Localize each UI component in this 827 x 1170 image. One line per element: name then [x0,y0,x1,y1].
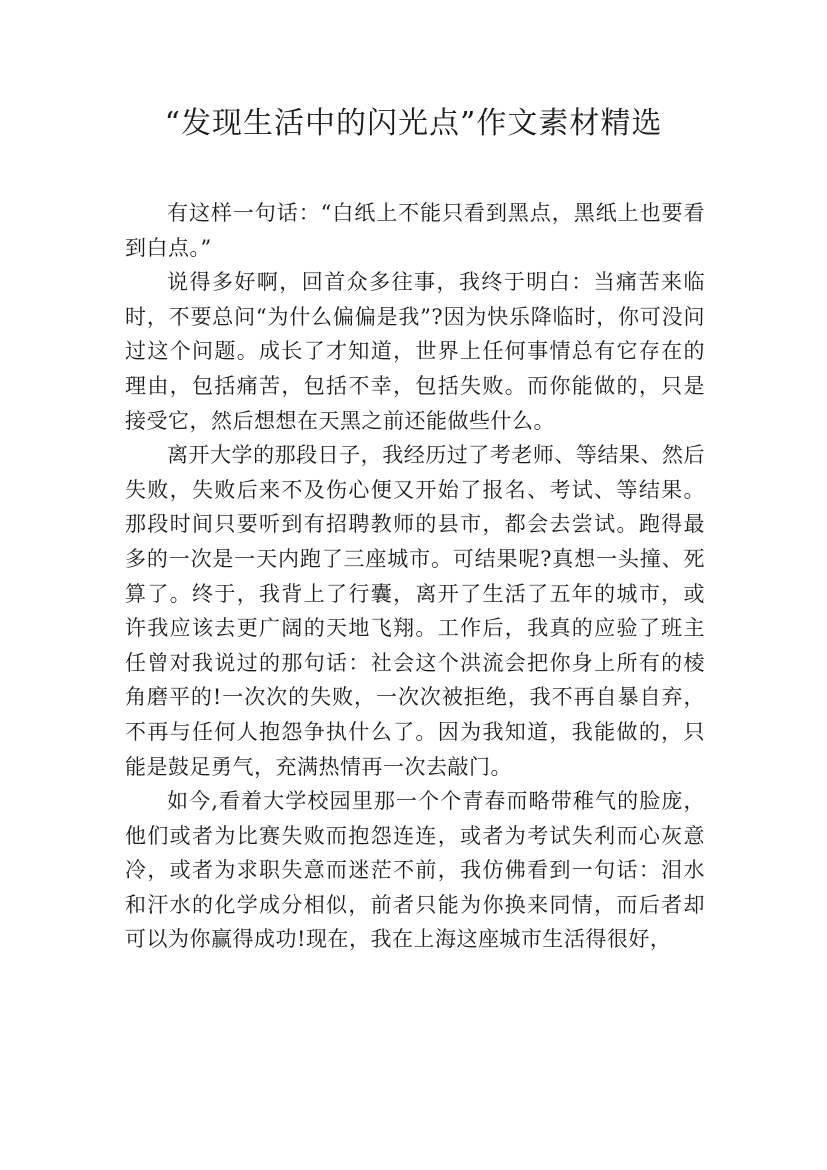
document-body [125,196,705,957]
document-title: “发现生活中的闪光点”作文素材精选 [164,106,663,141]
paragraph: 如今,看着大学校园里那一个个青春而略带稚气的脸庞，他们或者为比赛失败而抱怨连连，或者为考试失利而心灰意冷，或者为求职失意而迷茫不前，我仿佛看到一句话：泪水和汗水的化学成分相似，前者只能为你换来同情，而后者却可以为你赢得成功!现在，我在上海这座城市生活得很好， [125,789,705,952]
paragraph: 说得多好啊，回首众多往事，我终于明白：当痛苦来临时，不要总问“为什么偏偏是我”?因为快乐降临时，你可没问过这个问题。成长了才知道，世界上任何事情总有它存在的理由，包括痛苦，包括不幸，包括失败。而你能做的，只是接受它，然后想想在天黑之前还能做些什么。 [125,270,705,433]
paragraph: 有这样一句话：“白纸上不能只看到黑点，黑纸上也要看到白点。” [125,201,705,260]
paragraph: 离开大学的那段日子，我经历过了考老师、等结果、然后失败，失败后来不及伤心便又开始了报名、考试、等结果。那段时间只要听到有招聘教师的县市，都会去尝试。跑得最多的一次是一天内跑了三座城市。可结果呢?真想一头撞、死算了。终于，我背上了行囊，离开了生活了五年的城市，或许我应该去更广阔的天地飞翔。工作后，我真的应验了班主任曾对我说过的那句话：社会这个洪流会把你身上所有的棱角磨平的!一次次的失败，一次次被拒绝，我不再自暴自弃，不再与任何人抱怨争执什么了。因为我知道，我能做的，只能是鼓足勇气，充满热情再一次去敲门。 [125,443,705,779]
